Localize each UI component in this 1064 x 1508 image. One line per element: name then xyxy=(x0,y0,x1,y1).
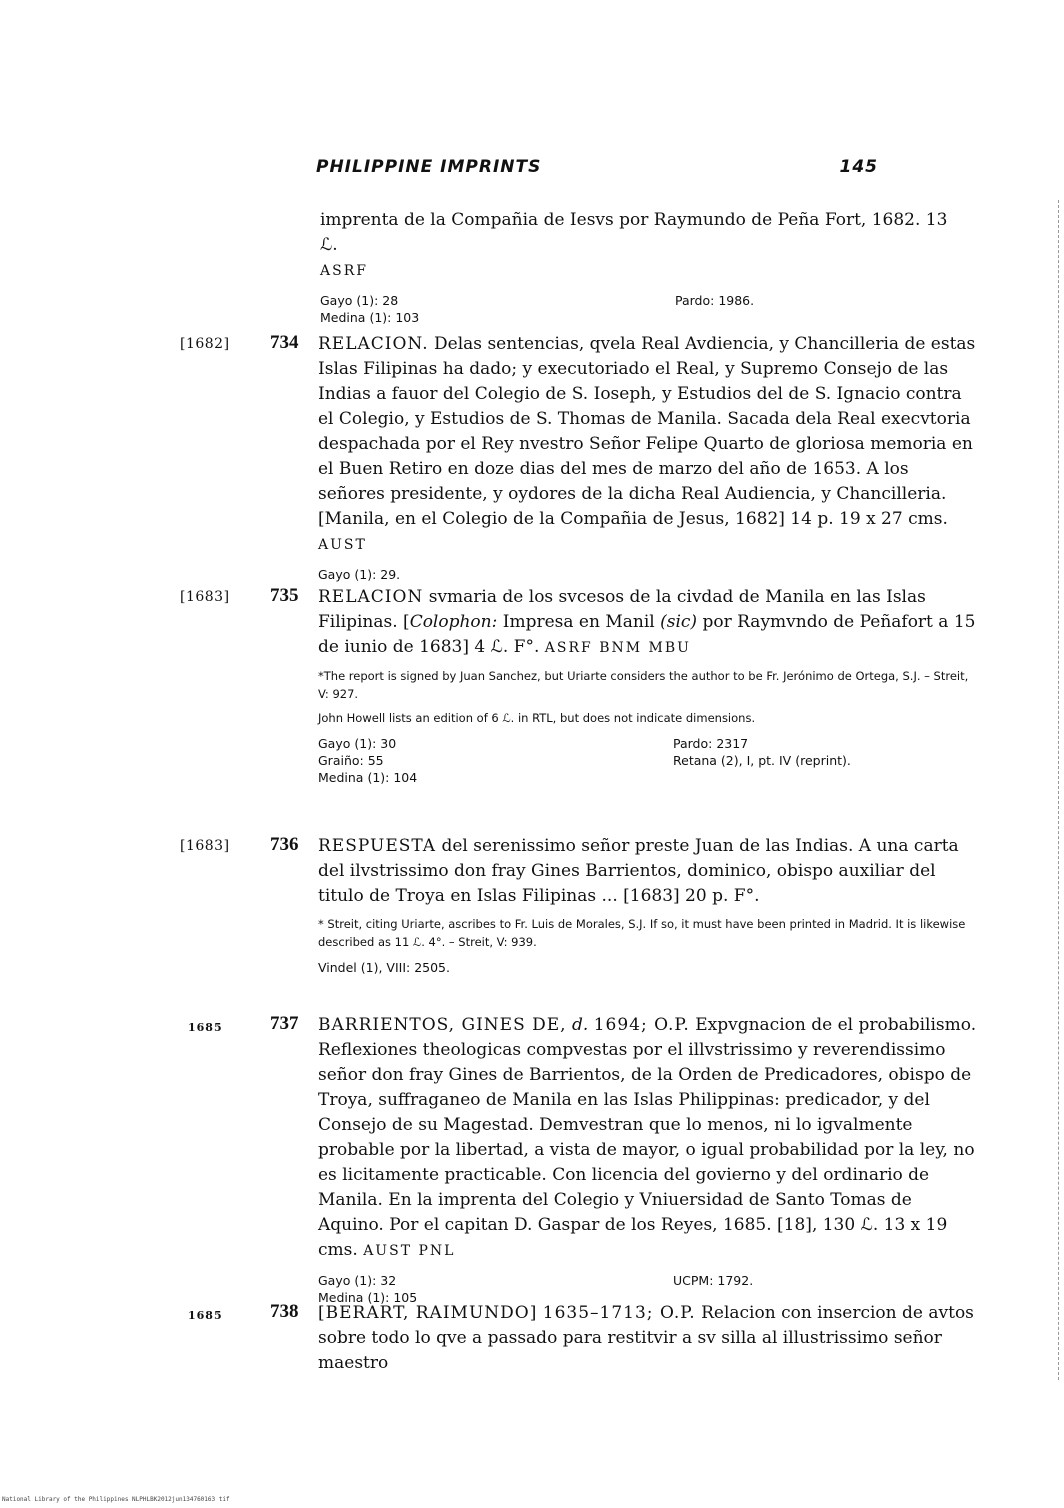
entry-number: 738 xyxy=(270,1301,299,1322)
scan-edge xyxy=(1058,200,1059,1380)
entry-text: Delas sentencias, qvela Real Avdiencia, y Chancilleria de estas Islas Filipinas ha dado; y executoriado el Real, y Supremo Consejo de las Indias a fauor del Colegio de S. Ioseph, y Estudios del de S. Ignacio contra el Colegio, y Estudios de S. Thomas de Manila. Sacada dela Real execvtoria despachada por el Rey nvestro Señor Felipe Quarto de gloriosa memoria en el Buen Retiro en doze dias del mes de marzo del año de 1653. A los señores presidente, y oydores de la dicha Real Audiencia, y Chancilleria. [Manila, en el Colegio de la Compañia de Jesus, 1682] 14 p. 19 x 27 cms. xyxy=(318,334,976,529)
entry-number: 736 xyxy=(270,834,299,855)
entry-year: [1683] xyxy=(180,589,230,605)
holding-locations: AUST xyxy=(318,537,367,553)
holding-locations: AUST PNL xyxy=(363,1243,456,1259)
entry-year: [1683] xyxy=(180,838,230,854)
reference: Medina (1): 105 xyxy=(318,1290,418,1305)
reference: Gayo (1): 30 xyxy=(318,736,397,751)
entry-lead: 1694; O.P. xyxy=(593,1015,690,1035)
reference: Vindel (1), VIII: 2505. xyxy=(318,960,450,975)
references xyxy=(318,959,978,976)
entry-number: 734 xyxy=(270,332,299,353)
entry-note: * Streit, citing Uriarte, ascribes to Fr. Luis de Morales, S.J. If so, it must have been printed in Madrid. It is likewise described as 11 ℒ. 4°. – Streit, V: 939. xyxy=(318,917,966,949)
reference: Graiño: 55 xyxy=(318,753,384,768)
entry-text-italic: (sic) xyxy=(660,612,698,632)
reference: Medina (1): 103 xyxy=(320,310,420,325)
entry-text: por Raymvndo de Peñafort a 15 de iunio de 1683] 4 ℒ. F°. xyxy=(318,612,976,657)
running-header xyxy=(316,157,878,177)
entry-lead: RELACION. xyxy=(318,334,429,354)
entry-text-italic: d. xyxy=(571,1015,589,1035)
entry-text: svmaria de los svcesos de la civdad de Manila en las Islas Filipinas. [ xyxy=(318,587,926,632)
entry-text-italic: Colophon: xyxy=(409,612,498,632)
reference: Gayo (1): 29. xyxy=(318,567,401,582)
continued-entry xyxy=(320,208,970,326)
holding-locations: ASRF xyxy=(320,263,368,279)
entry-year: [1682] xyxy=(180,336,230,352)
entry-text: Relacion con insercion de avtos sobre todo lo qve a passado para restitvir a sv silla al illustrissimo señor maestro xyxy=(318,1303,974,1373)
continued-text: imprenta de la Compañia de Iesvs por Raymundo de Peña Fort, 1682. 13 ℒ. xyxy=(320,210,948,255)
entry-note: *The report is signed by Juan Sanchez, but Uriarte considers the author to be Fr. Jerónimo de Ortega, S.J. – Streit, V: 927. xyxy=(318,669,969,701)
references xyxy=(320,292,970,326)
entry-lead: RELACION xyxy=(318,587,424,607)
entry-note: John Howell lists an edition of 6 ℒ. in RTL, but does not indicate dimensions. xyxy=(318,711,756,725)
entry-lead: 1635–1713; O.P. xyxy=(542,1303,696,1323)
entry-text: del serenissimo señor preste Juan de las Indias. A una carta del ilvstrissimo don fray Gines Barrientos, dominico, obispo auxiliar del titulo de Troya en Islas Filipinas ... [1683] 20 p. F°. xyxy=(318,836,959,906)
page-number: 145 xyxy=(839,157,878,177)
entry-lead: BARRIENTOS, GINES DE, xyxy=(318,1015,567,1035)
holding-locations: ASRF BNM MBU xyxy=(544,640,691,656)
entry-year: 1685 xyxy=(188,1309,223,1322)
reference: Gayo (1): 32 xyxy=(318,1273,397,1288)
entry-number: 737 xyxy=(270,1013,299,1034)
entry-text: Impresa en Manil xyxy=(497,612,661,632)
reference: UCPM: 1792. xyxy=(673,1273,754,1288)
entry-lead: RESPUESTA xyxy=(318,836,437,856)
entry-text: Expvgnacion de el probabilismo. Reflexiones theologicas compvestas por el illvstrissimo y reverendissimo señor don fray Gines de Barrientos, de la Orden de Predicadores, obispo de Troya, suffraganeo de Manila en las Islas Philippinas: predicador, y del Consejo de su Magestad. Demvestran que lo menos, ni lo igvalmente probable por la libertad, a vista de mayor, o igual probabilidad por la ley, no es licitamente practicable. Con licencia del govierno y del ordinario de Manila. En la imprenta del Colegio y Vniuersidad de Santo Tomas de Aquino. Por el capitan D. Gaspar de los Reyes, 1685. [18], 130 ℒ. 13 x 19 cms. xyxy=(318,1015,977,1260)
references xyxy=(318,566,978,583)
reference: Pardo: 1986. xyxy=(675,293,755,308)
reference: Medina (1): 104 xyxy=(318,770,418,785)
references xyxy=(318,735,978,786)
reference: Gayo (1): 28 xyxy=(320,293,399,308)
entry-lead: [BERART, RAIMUNDO] xyxy=(318,1303,538,1323)
entry-year: 1685 xyxy=(188,1021,223,1034)
scan-footer: National Library of the Philippines NLPHLBK2012jun134760163 tif xyxy=(2,1496,230,1503)
running-title: PHILIPPINE IMPRINTS xyxy=(316,157,542,177)
reference: Retana (2), I, pt. IV (reprint). xyxy=(673,753,851,768)
entry-number: 735 xyxy=(270,585,299,606)
reference: Pardo: 2317 xyxy=(673,736,749,751)
